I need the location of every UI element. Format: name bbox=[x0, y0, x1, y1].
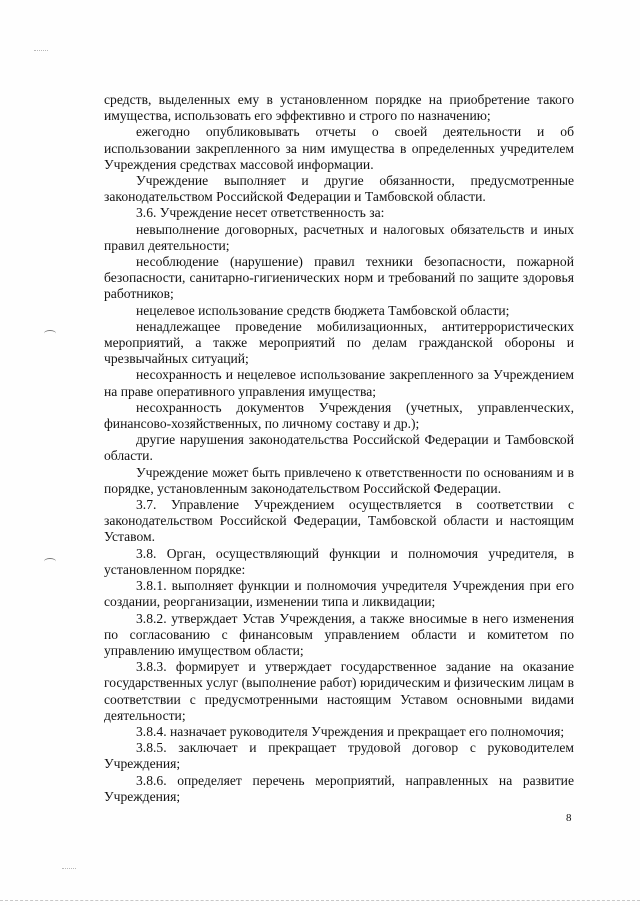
list-item: 3.8.3. формирует и утверждает государственное задание на оказание государственных услуг (выполнение работ) юридическим и физическим лицам в соответствии с предусмотренными настоящим Уставом основными видами деятельности; bbox=[104, 659, 574, 723]
list-item: 3.8.6. определяет перечень мероприятий, направленных на развитие Учреждения; bbox=[104, 772, 574, 804]
section-heading: 3.6. Учреждение несет ответственность за: bbox=[136, 205, 385, 221]
paragraph: Учреждение выполняет и другие обязанности, предусмотренные законодательством Российской Федерации и Тамбовской области. bbox=[104, 173, 574, 205]
paragraph: ежегодно опубликовывать отчеты о своей деятельности и об использовании закрепленного за ним имущества в определенных учредителем Учреждения средствах массовой информации. bbox=[104, 124, 574, 172]
list-item: 3.8.2. утверждает Устав Учреждения, а также вносимые в него изменения по согласованию с финансовым управлением области и комитетом по управлению имуществом области; bbox=[104, 610, 574, 658]
document-body bbox=[104, 92, 574, 805]
margin-mark bbox=[44, 558, 56, 565]
section-paragraph: 3.7. Управление Учреждением осуществляется в соответствии с законодательством Российской Федерации, Тамбовской области и настоящим Уставом. bbox=[104, 497, 574, 545]
paragraph: средств, выделенных ему в установленном порядке на приобретение такого имущества, использовать его эффективно и строго по назначению; bbox=[104, 92, 574, 124]
list-item: 3.8.5. заключает и прекращает трудовой договор с руководителем Учреждения; bbox=[104, 740, 574, 772]
scan-speck bbox=[62, 868, 76, 873]
paragraph: другие нарушения законодательства Российской Федерации и Тамбовской области. bbox=[104, 432, 574, 464]
scan-speck bbox=[34, 50, 48, 55]
paragraph: ненадлежащее проведение мобилизационных, антитеррористических мероприятий, а также мероприятий по делам гражданской обороны и чрезвычайных ситуаций; bbox=[104, 318, 574, 367]
paragraph: невыполнение договорных, расчетных и налоговых обязательств и иных правил деятельности; bbox=[104, 221, 574, 253]
section-paragraph: 3.8. Орган, осуществляющий функции и полномочия учредителя, в установленном порядке: bbox=[104, 545, 574, 577]
paragraph: Учреждение может быть привлечено к ответственности по основаниям и в порядке, установленным законодательством Российской Федерации. bbox=[104, 464, 574, 496]
page-number: 8 bbox=[566, 812, 572, 824]
margin-mark bbox=[44, 330, 56, 337]
list-item: 3.8.4. назначает руководителя Учреждения и прекращает его полномочия; bbox=[136, 723, 565, 739]
list-item: 3.8.1. выполняет функции и полномочия учредителя Учреждения при его создании, реорганизации, изменении типа и ликвидации; bbox=[104, 578, 574, 610]
scan-edge bbox=[0, 900, 640, 901]
paragraph: несохранность и нецелевое использование закрепленного за Учреждением на праве оперативного управления имущества; bbox=[104, 367, 574, 399]
paragraph: нецелевое использование средств бюджета Тамбовской области; bbox=[136, 302, 510, 318]
paragraph: несоблюдение (нарушение) правил техники безопасности, пожарной безопасности, санитарно-гигиенических норм и требований по защите здоровья работников; bbox=[104, 254, 574, 302]
paragraph: несохранность документов Учреждения (учетных, управленческих, финансово-хозяйственных, по личному составу и др.); bbox=[104, 399, 574, 432]
